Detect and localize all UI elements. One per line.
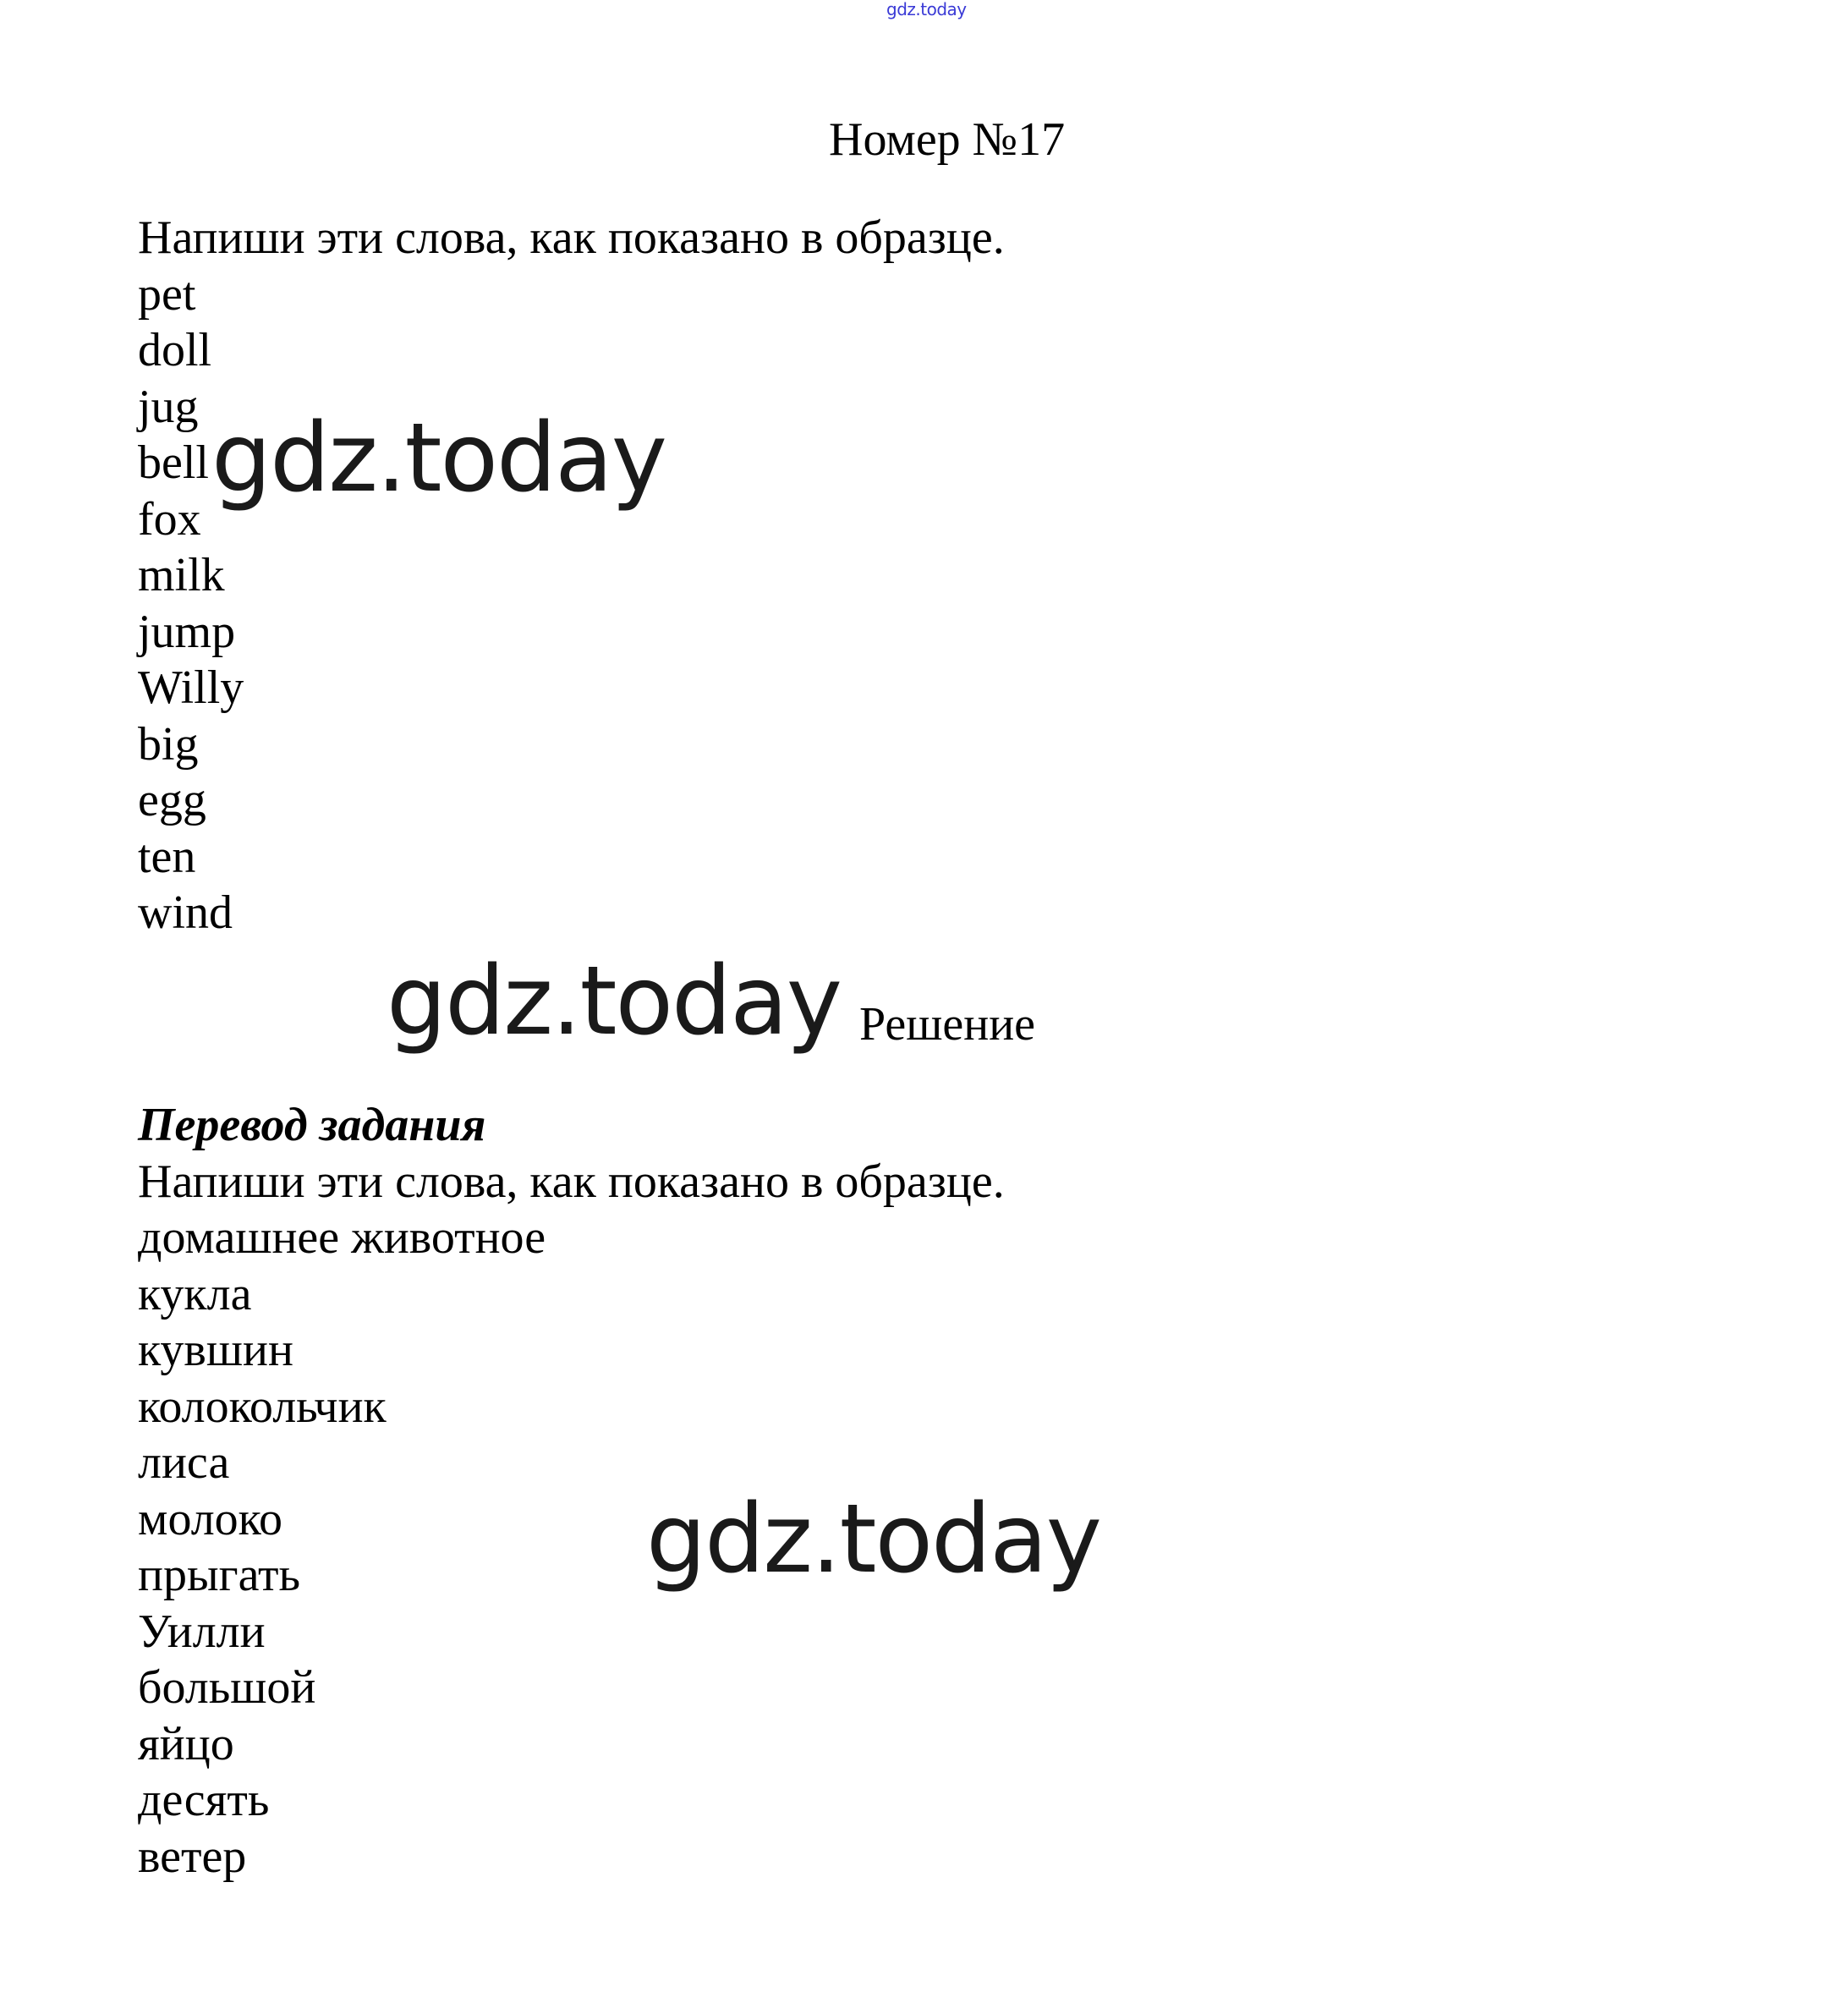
translated-word-item: домашнее животное [138, 1211, 546, 1264]
word-item: pet [138, 267, 196, 321]
translation-heading: Перевод задания [138, 1099, 486, 1151]
task-instruction: Напиши эти слова, как показано в образце. [138, 211, 1005, 264]
translated-word-item: кувшин [138, 1324, 293, 1376]
solution-label: Решение [859, 998, 1036, 1051]
word-item: wind [138, 886, 233, 939]
translated-word-item: Уилли [138, 1605, 266, 1658]
translation-instruction: Напиши эти слова, как показано в образце. [138, 1155, 1005, 1208]
translated-word-item: десять [138, 1774, 270, 1826]
task-section [138, 210, 1005, 941]
translated-word-item: яйцо [138, 1717, 234, 1770]
watermark: gdz.today [387, 947, 842, 1056]
word-item: big [138, 717, 199, 771]
top-watermark: gdz.today [886, 0, 967, 19]
word-item: egg [138, 774, 206, 826]
translated-word-item: большой [138, 1661, 316, 1714]
word-item: bell [138, 436, 209, 489]
translated-word-item: ветер [138, 1830, 247, 1883]
word-item: fox [138, 492, 201, 546]
word-item: jump [138, 605, 236, 658]
word-item: milk [138, 549, 225, 601]
page-title: Номер №17 [829, 113, 1066, 166]
word-item: Willy [138, 661, 244, 714]
word-item: ten [138, 830, 196, 883]
word-item: doll [138, 324, 212, 376]
watermark: gdz.today [646, 1484, 1101, 1594]
translated-word-item: прыгать [138, 1549, 300, 1601]
word-item: jug [138, 380, 199, 433]
translated-word-item: колокольчик [138, 1380, 387, 1433]
translated-word-item: кукла [138, 1267, 252, 1320]
watermark: gdz.today [211, 403, 666, 513]
translated-word-item: молоко [138, 1492, 283, 1545]
translated-word-item: лиса [138, 1436, 230, 1489]
